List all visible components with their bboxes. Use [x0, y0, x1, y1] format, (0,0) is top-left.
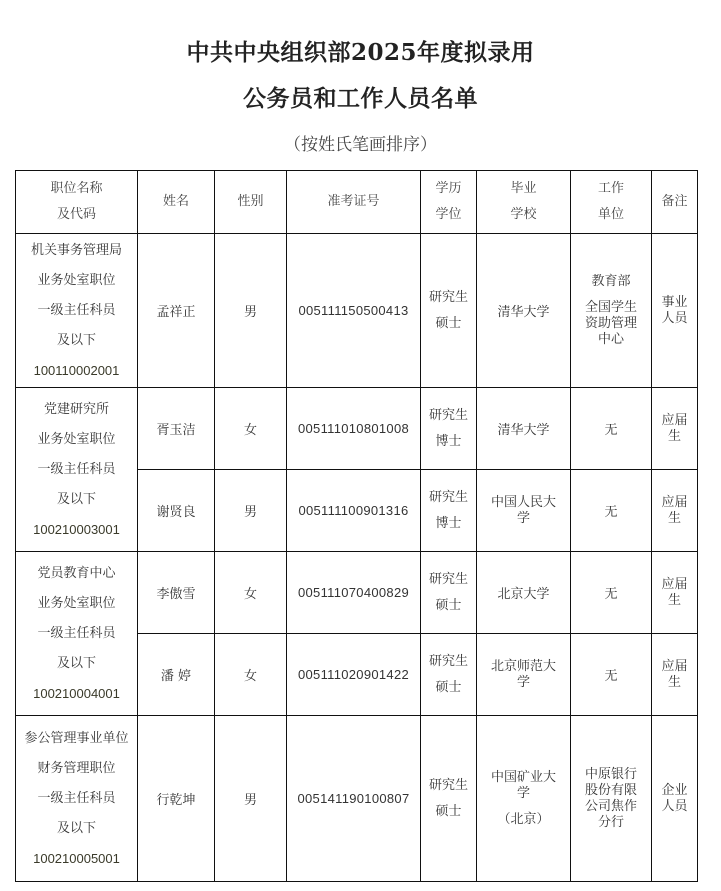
- header-text: 学位: [435, 207, 462, 222]
- position-code: 100110002001: [33, 362, 120, 378]
- employer-line: 中心: [597, 331, 624, 347]
- education-level: 研究生: [428, 571, 468, 587]
- remark-line: 人员: [661, 310, 688, 326]
- position-line: 参公管理事业单位: [24, 730, 129, 746]
- page-subtitle: （按姓氏笔画排序）: [284, 135, 437, 155]
- degree: 硕士: [435, 597, 462, 613]
- header-education: [421, 171, 477, 234]
- exam-no-cell: 005111010801008: [287, 388, 421, 470]
- header-remark: 备注: [652, 171, 698, 234]
- position-line: 业务处室职位: [37, 272, 116, 288]
- employer-cell: 无: [571, 552, 652, 634]
- name-cell: 李傲雪: [138, 552, 215, 634]
- gender-cell: 男: [215, 470, 287, 552]
- employer-line: 中原银行: [584, 766, 637, 782]
- hiring-roster-table: [15, 170, 698, 882]
- remark-cell: [652, 716, 698, 882]
- header-text: 学校: [510, 207, 537, 222]
- header-position: [16, 171, 138, 234]
- education-cell: [421, 470, 477, 552]
- remark-line: 生: [667, 674, 681, 690]
- page-title-line-2: 公务员和工作人员名单: [243, 85, 478, 112]
- exam-no-cell: 005111020901422: [287, 634, 421, 716]
- remark-cell: [652, 388, 698, 470]
- position-line: 及以下: [56, 332, 96, 348]
- position-line: 业务处室职位: [37, 431, 116, 447]
- position-code: 100210004001: [33, 685, 120, 701]
- school-cell: [477, 470, 571, 552]
- header-gender: 性别: [215, 171, 287, 234]
- remark-line: 应届: [661, 494, 688, 510]
- exam-no-cell: 005111070400829: [287, 552, 421, 634]
- name-cell: 谢贤良: [138, 470, 215, 552]
- school-cell: [477, 634, 571, 716]
- remark-line: 企业: [661, 782, 688, 798]
- remark-cell: [652, 470, 698, 552]
- position-cell: [16, 234, 138, 388]
- school-line: 北京师范大: [490, 658, 556, 674]
- name-cell: 胥玉洁: [138, 388, 215, 470]
- degree: 硕士: [435, 803, 462, 819]
- gender-cell: 男: [215, 234, 287, 388]
- school-cell: 北京大学: [477, 552, 571, 634]
- school-line: 学: [516, 674, 530, 690]
- position-line: 一级主任科员: [37, 625, 116, 641]
- position-line: 及以下: [56, 820, 96, 836]
- position-line: 一级主任科员: [37, 302, 116, 318]
- employer-line: 全国学生: [584, 299, 637, 315]
- education-level: 研究生: [428, 489, 468, 505]
- remark-line: 应届: [661, 658, 688, 674]
- gender-cell: 女: [215, 388, 287, 470]
- employer-cell: 无: [571, 470, 652, 552]
- gender-cell: 男: [215, 716, 287, 882]
- employer-cell: [571, 716, 652, 882]
- header-text: 及代码: [56, 207, 96, 222]
- education-cell: [421, 552, 477, 634]
- remark-cell: [652, 234, 698, 388]
- position-line: 及以下: [56, 491, 96, 507]
- education-level: 研究生: [428, 407, 468, 423]
- education-cell: [421, 716, 477, 882]
- position-line: 及以下: [56, 655, 96, 671]
- gender-cell: 女: [215, 634, 287, 716]
- position-line: 财务管理职位: [37, 760, 116, 776]
- school-line: 中国人民大: [490, 494, 556, 510]
- header-exam-no: 准考证号: [287, 171, 421, 234]
- education-level: 研究生: [428, 653, 468, 669]
- school-line: （北京）: [497, 811, 550, 827]
- degree: 硕士: [435, 315, 462, 331]
- table-header-row: [16, 171, 698, 234]
- header-school: [477, 171, 571, 234]
- table-row: [16, 388, 698, 470]
- header-name: 姓名: [138, 171, 215, 234]
- header-text: 职位名称: [50, 181, 103, 196]
- header-text: 毕业: [510, 181, 537, 196]
- position-line: 党员教育中心: [37, 565, 116, 581]
- position-line: 业务处室职位: [37, 595, 116, 611]
- exam-no-cell: 005111100901316: [287, 470, 421, 552]
- remark-cell: [652, 634, 698, 716]
- position-code: 100210003001: [33, 521, 120, 537]
- exam-no-cell: 005141190100807: [287, 716, 421, 882]
- employer-cell: 无: [571, 634, 652, 716]
- employer-line: 教育部: [591, 273, 631, 289]
- header-text: 单位: [597, 207, 624, 222]
- table-row: [16, 552, 698, 634]
- education-cell: [421, 234, 477, 388]
- position-cell: [16, 552, 138, 716]
- education-level: 研究生: [428, 289, 468, 305]
- employer-cell: [571, 234, 652, 388]
- header-employer: [571, 171, 652, 234]
- table-row: [16, 716, 698, 882]
- school-cell: 清华大学: [477, 388, 571, 470]
- degree: 硕士: [435, 679, 462, 695]
- position-cell: [16, 716, 138, 882]
- remark-cell: [652, 552, 698, 634]
- remark-line: 应届: [661, 576, 688, 592]
- education-level: 研究生: [428, 777, 468, 793]
- school-line: 学: [516, 510, 530, 526]
- remark-line: 事业: [661, 294, 688, 310]
- position-line: 机关事务管理局: [30, 242, 122, 258]
- remark-line: 生: [667, 510, 681, 526]
- name-cell: 行乾坤: [138, 716, 215, 882]
- remark-line: 人员: [661, 798, 688, 814]
- exam-no-cell: 005111150500413: [287, 234, 421, 388]
- degree: 博士: [435, 433, 462, 449]
- position-code: 100210005001: [33, 850, 120, 866]
- employer-line: 资助管理: [584, 315, 637, 331]
- employer-line: 分行: [597, 814, 624, 830]
- remark-line: 生: [667, 592, 681, 608]
- employer-line: 公司焦作: [584, 798, 637, 814]
- header-text: 工作: [597, 181, 624, 196]
- header-text: 学历: [435, 181, 462, 196]
- degree: 博士: [435, 515, 462, 531]
- education-cell: [421, 388, 477, 470]
- remark-line: 应届: [661, 412, 688, 428]
- table-row: [16, 234, 698, 388]
- employer-line: 股份有限: [584, 782, 637, 798]
- school-cell: [477, 716, 571, 882]
- position-cell: [16, 388, 138, 552]
- name-cell: 孟祥正: [138, 234, 215, 388]
- school-cell: 清华大学: [477, 234, 571, 388]
- school-line: 中国矿业大: [490, 769, 556, 785]
- page-title-line-1: 中共中央组织部2025年度拟录用: [186, 39, 535, 66]
- name-cell: 潘 婷: [138, 634, 215, 716]
- gender-cell: 女: [215, 552, 287, 634]
- school-line: 学: [516, 785, 530, 801]
- position-line: 一级主任科员: [37, 790, 116, 806]
- position-line: 党建研究所: [43, 401, 109, 417]
- employer-cell: 无: [571, 388, 652, 470]
- position-line: 一级主任科员: [37, 461, 116, 477]
- remark-line: 生: [667, 428, 681, 444]
- education-cell: [421, 634, 477, 716]
